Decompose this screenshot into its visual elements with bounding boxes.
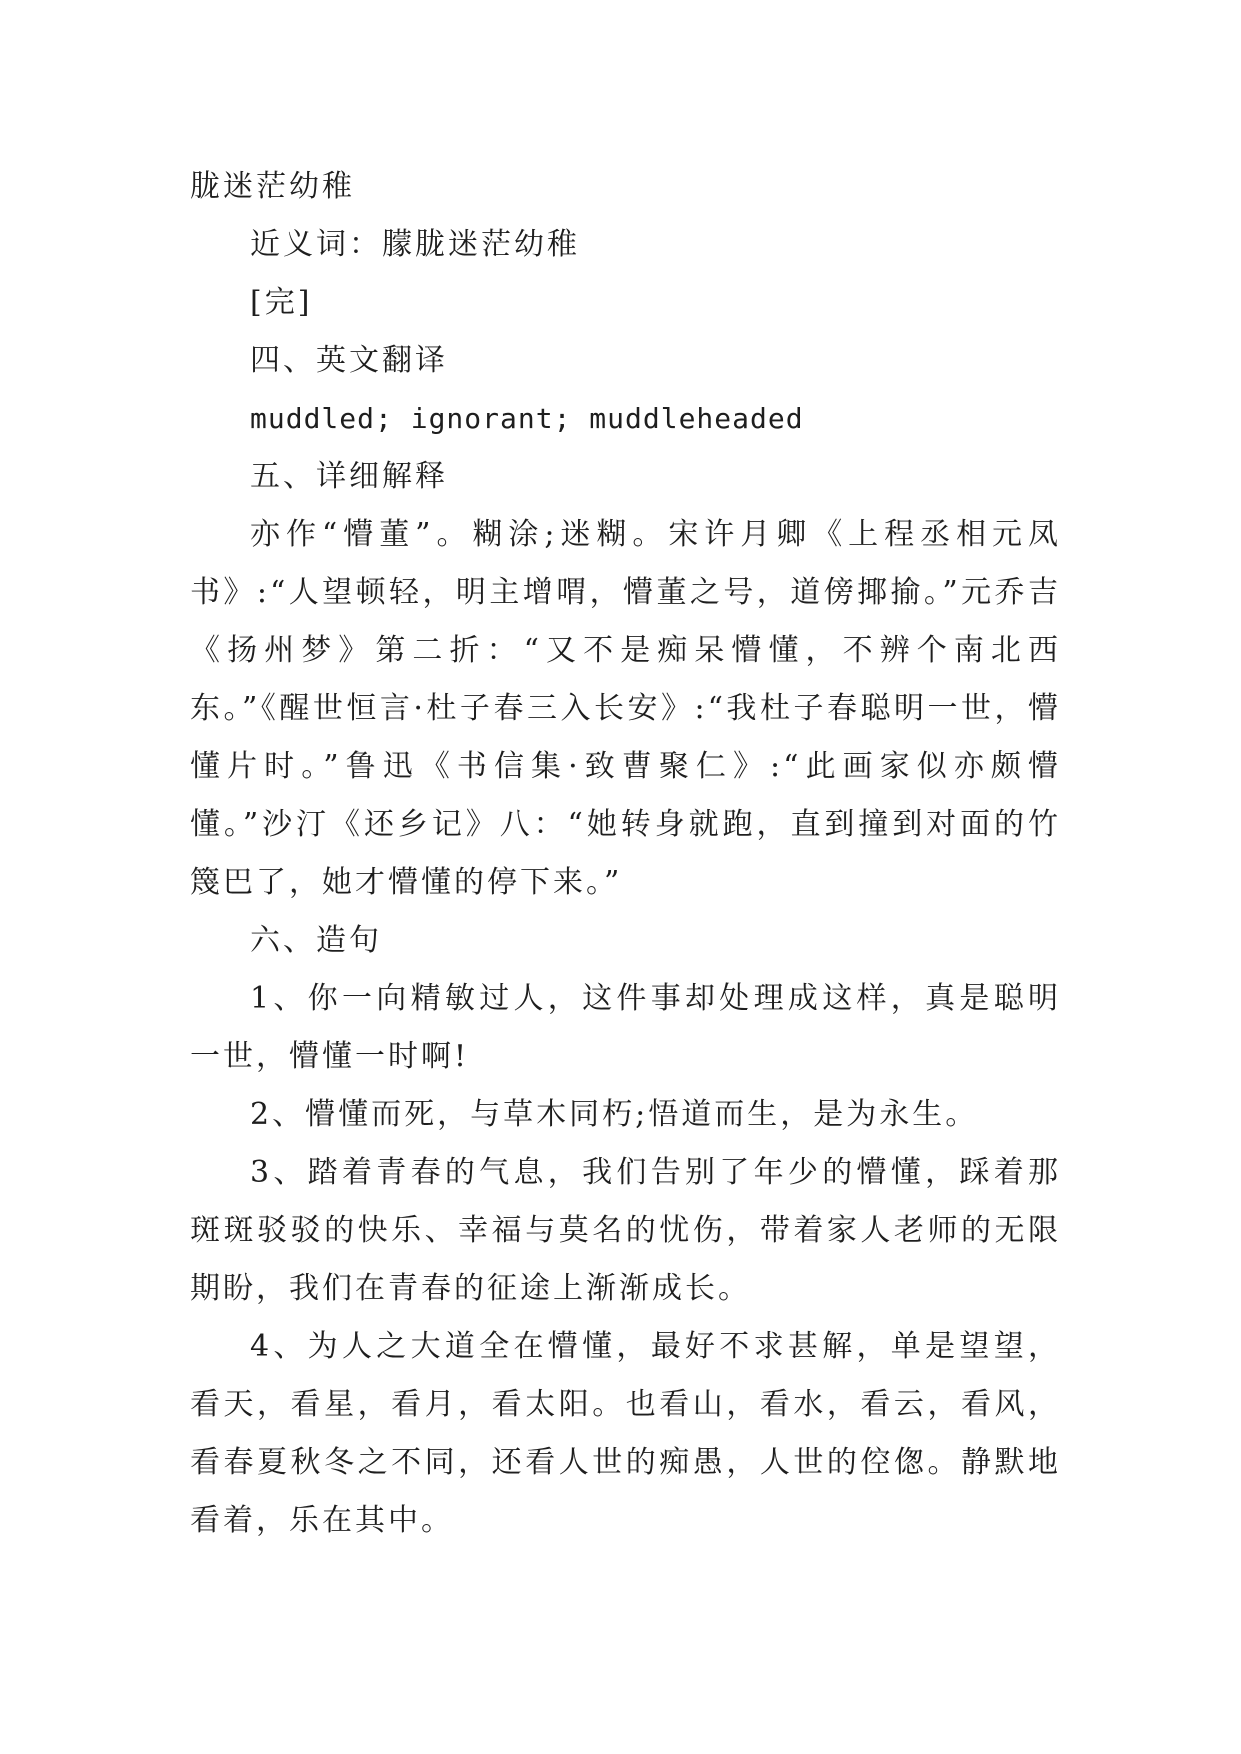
end-marker: [完] bbox=[250, 285, 313, 320]
explanation-paragraph: 亦作“懵董”。糊涂;迷糊。宋许月卿《上程丞相元凤书》:“人望顿轻，明主增喟，懵董之号，道傍揶揄。”元乔吉《扬州梦》第二折：“又不是痴呆懵懂，不辨个南北西东。”《醒世恒言·杜子春三入长安》:“我杜子春聪明一世，懵懂片时。”鲁迅《书信集·致曹聚仁》:“此画家似亦颇懵懂。”沙汀《还乡记》八：“她转身就跑，直到撞到对面的竹篾巴了，她才懵懂的停下来。” bbox=[190, 517, 1061, 900]
section-heading-sentences: 六、造句 bbox=[250, 923, 382, 958]
continuation-line: 胧迷茫幼稚 bbox=[190, 169, 355, 204]
section-heading-explanation: 五、详细解释 bbox=[250, 459, 448, 494]
example-sentence-2: 2、懵懂而死，与草木同朽;悟道而生，是为永生。 bbox=[250, 1097, 979, 1132]
section-heading-english: 四、英文翻译 bbox=[250, 343, 448, 378]
example-sentence-3: 3、踏着青春的气息，我们告别了年少的懵懂，踩着那斑斑驳驳的快乐、幸福与莫名的忧伤，带着家人老师的无限期盼，我们在青春的征途上渐渐成长。 bbox=[190, 1155, 1061, 1306]
example-sentence-4: 4、为人之大道全在懵懂，最好不求甚解，单是望望，看天，看星，看月，看太阳。也看山，看水，看云，看风，看春夏秋冬之不同，还看人世的痴愚，人世的倥偬。静默地看着，乐在其中。 bbox=[190, 1329, 1061, 1538]
synonyms-line: 近义词：朦胧迷茫幼稚 bbox=[250, 227, 580, 262]
example-sentence-1: 1、你一向精敏过人，这件事却处理成这样，真是聪明一世，懵懂一时啊! bbox=[190, 981, 1061, 1074]
english-translation: muddled; ignorant; muddleheaded bbox=[250, 402, 804, 435]
